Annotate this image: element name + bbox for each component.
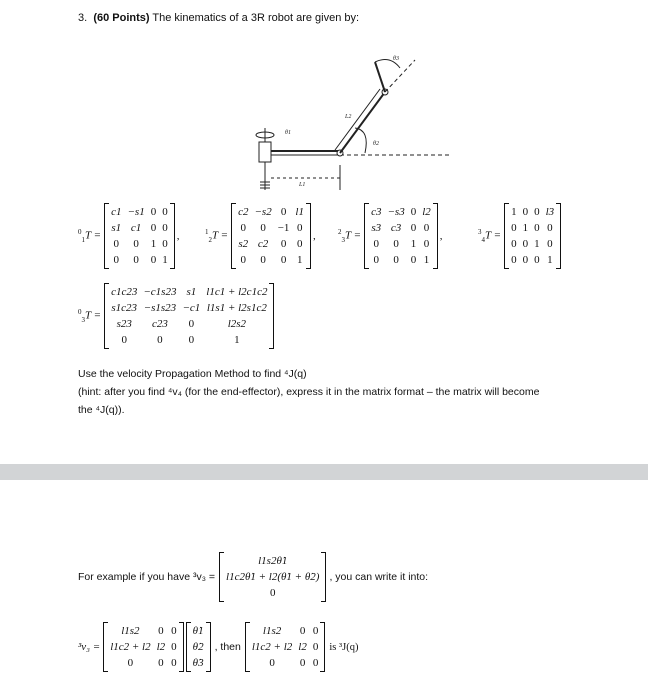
question-title: [78, 12, 359, 24]
matrix-cell: 0: [373, 238, 380, 250]
matrix-t34-body: [508, 204, 557, 268]
matrix-cell: c1: [130, 222, 142, 234]
question-text: The kinematics of a 3R robot are given by:: [152, 12, 360, 24]
matrix-cell: 0: [240, 254, 247, 266]
matrix-cell: −1: [277, 222, 290, 234]
matrix-cell: l2: [298, 641, 307, 653]
matrix-cell: 0: [158, 657, 164, 669]
matrix-cell: 0: [162, 238, 168, 250]
matrix-cell: 1: [423, 254, 430, 266]
matrix-cell: s1: [111, 222, 122, 234]
instruction-line-1: Use the velocity Propagation Method to find ⁴J(q): [78, 368, 307, 380]
matrix-cell: 0: [150, 254, 157, 266]
matrix-t12-lhs: $^1_2$T =: [205, 228, 229, 244]
matrix-cell: 1: [547, 254, 553, 266]
matrix-cell: −c1s23: [143, 286, 177, 298]
matrix-cell: 0: [121, 334, 127, 346]
matrix-cell: s3: [371, 222, 382, 234]
matrix-t23: $^2_3$T = c3 −s3 0 l2 s3 c3 0 0 0 0 1 0 0 0 0 1 ,: [338, 203, 443, 269]
matrix-cell: s23: [116, 318, 132, 330]
label-theta1: θ1: [285, 130, 291, 136]
matrix-cell: 0: [162, 222, 168, 234]
example-matrix-equation: [78, 622, 358, 672]
question-number: 3.: [78, 12, 88, 24]
matrix-cell: 0: [522, 238, 529, 250]
matrix-cell: 0: [280, 206, 287, 218]
matrix-cell: 0: [522, 206, 529, 218]
label-theta2: θ2: [373, 141, 379, 147]
matrix-cell: 0: [312, 657, 319, 669]
matrix-cell: 1: [150, 238, 157, 250]
matrix-cell: 0: [240, 222, 247, 234]
matrix-cell: 0: [260, 254, 266, 266]
matrix-cell: s2: [238, 238, 249, 250]
matrix-cell: 0: [547, 222, 553, 234]
matrix-cell: c23: [151, 318, 168, 330]
vector-cell: 0: [269, 587, 276, 599]
matrix-cell: l1: [295, 206, 304, 218]
example-is: is ³J(q): [329, 641, 359, 653]
instruction-line-3: the ⁴J(q)).: [78, 404, 125, 416]
matrix-cell: 0: [133, 238, 139, 250]
matrix-cell: 0: [410, 222, 417, 234]
matrix-cell: 0: [188, 318, 195, 330]
question-points: (60 Points): [93, 12, 150, 24]
matrix-cell: 1: [296, 254, 303, 266]
vector-cell: l1s2θ̇1: [258, 555, 288, 567]
matrix-cell: 0: [133, 254, 139, 266]
matrix-cell: 1: [162, 254, 168, 266]
example-lhs: ³v₃ =: [78, 641, 101, 653]
matrix-cell: 0: [410, 206, 417, 218]
matrix-cell: −s2: [254, 206, 272, 218]
matrix-cell: 1: [534, 238, 540, 250]
example-vector: [223, 553, 322, 601]
example-then: , then: [214, 641, 241, 653]
matrix-cell: 0: [171, 641, 177, 653]
vector-cell: θ̇3: [192, 657, 204, 669]
matrix-cell: 0: [312, 641, 319, 653]
matrix-cell: 0: [393, 238, 399, 250]
example-jacobian-matrix: [249, 623, 321, 671]
matrix-cell: 0: [127, 657, 134, 669]
matrix-t12-body: [235, 204, 307, 268]
matrix-t23-lhs: $^2_3$T =: [338, 228, 362, 244]
matrix-cell: l1s1 + l2s1c2: [206, 302, 267, 314]
matrix-cell: c2: [257, 238, 269, 250]
matrix-cell: 0: [299, 625, 306, 637]
matrix-cell: 0: [280, 238, 287, 250]
matrix-cell: l2: [422, 206, 431, 218]
matrix-cell: 0: [373, 254, 380, 266]
label-theta3: θ3: [393, 56, 399, 62]
matrix-cell: 0: [547, 238, 553, 250]
matrix-cell: 1: [234, 334, 240, 346]
matrix-cell: l1c2 + l2: [110, 641, 151, 653]
example-after: , you can write it into:: [329, 571, 429, 583]
matrix-cell: 0: [171, 625, 177, 637]
label-l2: L2: [345, 114, 352, 120]
instruction-line-2: (hint: after you find ⁴v₄ (for the end-effector), express it in the matrix format – the matrix will become: [78, 386, 540, 398]
base-joint: [259, 142, 271, 162]
matrix-cell: 0: [423, 238, 430, 250]
matrix-t34: [478, 203, 561, 269]
matrix-cell: 1: [511, 206, 517, 218]
matrix-cell: c2: [238, 206, 249, 218]
matrix-t03: [78, 283, 274, 349]
matrix-cell: 0: [410, 254, 417, 266]
matrix-cell: 0: [393, 254, 399, 266]
section-divider: [0, 464, 648, 480]
matrix-t01-lhs: $^0_1$T =: [78, 228, 102, 244]
matrix-t01-body: [108, 204, 171, 268]
matrix-cell: 0: [534, 254, 540, 266]
matrix-t12: $^1_2$T = c2 −s2 0 l1 0 0 −1 0 s2 c2 0 0 0 0 0 1 ,: [205, 203, 316, 269]
matrix-cell: c1: [111, 206, 122, 218]
example-vector-equation: [78, 552, 428, 602]
matrix-cell: c3: [390, 222, 402, 234]
matrix-cell: −c1: [182, 302, 201, 314]
matrix-cell: −s1: [127, 206, 145, 218]
matrix-cell: l2s2: [227, 318, 247, 330]
matrix-cell: 0: [299, 657, 306, 669]
matrix-cell: l1s2: [262, 625, 282, 637]
matrix-cell: 0: [312, 625, 319, 637]
matrix-cell: c1c23: [111, 286, 138, 298]
matrix-cell: 0: [511, 238, 517, 250]
matrix-cell: 0: [511, 254, 517, 266]
matrix-cell: 0: [113, 238, 120, 250]
matrix-cell: l1c1 + l2c1c2: [206, 286, 268, 298]
example-intro: For example if you have ³v₃ =: [78, 571, 216, 583]
matrix-cell: 1: [522, 222, 529, 234]
matrix-cell: 0: [269, 657, 275, 669]
matrix-cell: l1s2: [121, 625, 140, 637]
matrix-cell: l3: [545, 206, 555, 218]
label-l1: L1: [299, 182, 306, 188]
matrix-cell: 0: [534, 206, 540, 218]
matrix-t34-lhs: $^3_4$T =: [478, 228, 502, 244]
matrix-cell: 0: [150, 206, 157, 218]
matrix-cell: l1c2 + l2: [251, 641, 293, 653]
vector-cell: l1c2θ̇1 + l2(θ̇1 + θ̇2): [226, 571, 320, 583]
example-matrix: [107, 623, 179, 671]
matrix-cell: 0: [113, 254, 120, 266]
matrix-cell: 0: [296, 222, 303, 234]
matrix-cell: 0: [150, 222, 157, 234]
vector-cell: θ̇2: [192, 641, 204, 653]
matrix-cell: 0: [157, 334, 163, 346]
matrix-cell: 0: [260, 222, 266, 234]
matrix-cell: 0: [511, 222, 517, 234]
matrix-t01: $^0_1$T = c1 −s1 0 0 s1 c1 0 0 0 0 1 0 0 0 0 1 ,: [78, 203, 179, 269]
matrix-cell: 0: [296, 238, 303, 250]
matrix-cell: 0: [534, 222, 540, 234]
matrix-cell: s1c23: [111, 302, 138, 314]
vector-cell: θ̇1: [192, 625, 204, 637]
matrix-cell: 0: [280, 254, 287, 266]
link-3: [375, 62, 385, 92]
matrix-cell: 0: [162, 206, 168, 218]
matrix-cell: s1: [186, 286, 197, 298]
matrix-cell: l2: [156, 641, 166, 653]
matrix-cell: c3: [371, 206, 382, 218]
matrix-cell: 0: [158, 625, 164, 637]
matrix-cell: 0: [188, 334, 195, 346]
matrix-cell: 0: [423, 222, 430, 234]
matrix-cell: −s3: [387, 206, 405, 218]
matrix-t03-lhs: $^0_3$T =: [78, 308, 102, 324]
matrix-t03-body: [108, 284, 270, 348]
matrix-cell: 1: [410, 238, 417, 250]
robot-figure: [235, 50, 450, 200]
matrix-cell: −s1s23: [143, 302, 177, 314]
matrix-t23-body: [368, 204, 434, 268]
matrix-cell: 0: [522, 254, 529, 266]
example-theta-vector: [190, 623, 207, 671]
matrix-cell: 0: [171, 657, 177, 669]
